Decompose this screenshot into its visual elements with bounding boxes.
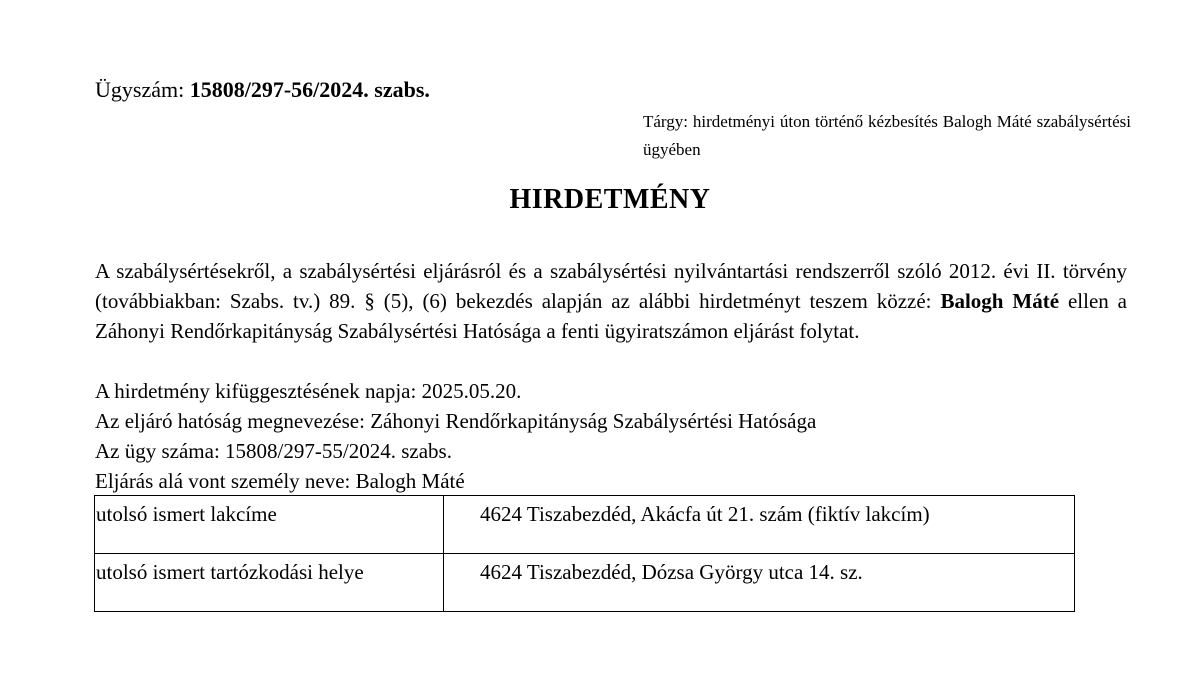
address-value-cell: 4624 Tiszabezdéd, Akácfa út 21. szám (fiktív lakcím)	[444, 496, 1075, 554]
posting-date: A hirdetmény kifüggesztésének napja: 2025.05.20.	[95, 379, 522, 403]
address-table	[94, 495, 1075, 612]
notice-rest: ellen a Záhonyi Rendőrkapitányság Szabálysértési Hatósága a fenti ügyiratszámon eljárást folytat.	[95, 289, 1128, 343]
residence-label-cell: utolsó ismert tartózkodási helye	[95, 554, 444, 612]
residence-value-cell: 4624 Tiszabezdéd, Dózsa György utca 14. sz.	[444, 554, 1075, 612]
subject-line: Tárgy: hirdetményi úton történő kézbesítés Balogh Máté szabálysértési ügyében	[643, 112, 1131, 159]
person-name: Eljárás alá vont személy neve: Balogh Máté	[95, 469, 465, 493]
case-number: 15808/297-56/2024. szabs.	[189, 77, 430, 102]
notice-person-name: Balogh Máté	[940, 289, 1060, 313]
authority-name: Az eljáró hatóság megnevezése: Záhonyi Rendőrkapitányság Szabálysértési Hatósága	[95, 409, 817, 433]
table-row	[95, 496, 1075, 554]
notice-intro: A szabálysértésekről, a szabálysértési eljárásról és a szabálysértési nyilvántartási rendszerről szóló 2012. évi II. törvény (továbbiakban: Szabs. tv.) 89. § (5), (6) bekezdés alapján az alábbi hirdetményt teszem közzé:	[95, 259, 1127, 313]
case-reference: Az ügy száma: 15808/297-55/2024. szabs.	[95, 439, 452, 463]
document-title: HIRDETMÉNY	[509, 184, 711, 215]
notice-paragraph	[95, 256, 1127, 346]
table-row	[95, 554, 1075, 612]
address-label-cell: utolsó ismert lakcíme	[95, 496, 444, 554]
case-number-label: Ügyszám:	[95, 77, 185, 102]
case-number-line	[95, 76, 430, 104]
